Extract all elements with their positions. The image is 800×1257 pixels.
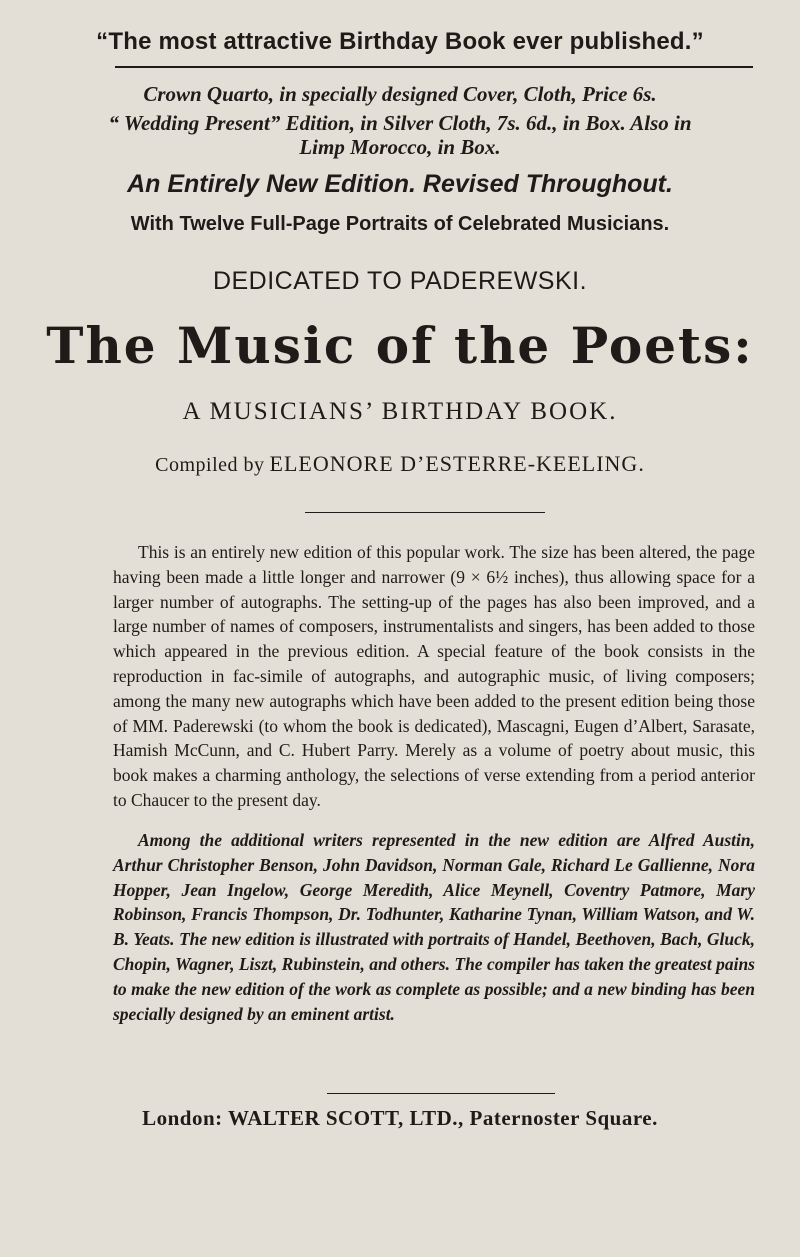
description-paragraph: This is an entirely new edition of this popular work. The size has been altered, the page having been made a little longer and narrower (9 × 6½ inches), thus allowing space for a larger number of autographs. The setting-up of the pages has also been improved, and a large number of names of composers, instrumentalists and singers, has been added to those which appeared in the previous edition. A special feature of the book consists in the reproduction in fac-simile of autographs, and autographic music, of living composers; among the many new autographs which have been added to the present edition being those of MM. Paderewski (to whom the book is dedicated), Mascagni, Eugen d’Albert, Sarasate, Hamish McCunn, and C. Hubert Parry. Merely as a volume of poetry about music, this book makes a charming anthology, the selections of verse extending from a period anterior to Chaucer to the present day. <box>113 542 755 810</box>
dedication: DEDICATED TO PADEREWSKI. <box>212 267 588 295</box>
wedding-present-line: “ Wedding Present” Edition, in Silver Cloth, 7s. 6d., in Box. Also in <box>108 111 692 135</box>
writers-paragraph: Among the additional writers represented in the new edition are Alfred Austin, Arthur Christopher Benson, John Davidson, Norman Gale, Richard Le Gallienne, Nora Hopper, Jean Ingelow, George Meredith, Alice Meynell, Coventry Patmore, Mary Robinson, Francis Thompson, Dr. Todhunter, Katharine Tynan, William Watson, and W. B. Yeats. The new edition is illustrated with portraits of Handel, Beethoven, Bach, Gluck, Chopin, Wagner, Liszt, Rubinstein, and others. The compiler has taken the greatest pains to make the new edition of the work as complete as possible; and a new binding has been specially designed by an eminent artist. <box>113 830 755 1024</box>
portraits-line: With Twelve Full-Page Portraits of Celebrated Musicians. <box>130 213 670 235</box>
new-edition-line: An Entirely New Edition. Revised Throughout. <box>127 170 673 198</box>
compiled-by-prefix: Compiled by <box>155 454 265 476</box>
divider-top <box>305 512 545 513</box>
divider-bottom <box>327 1093 555 1094</box>
book-subtitle: A MUSICIANS’ BIRTHDAY BOOK. <box>182 398 618 425</box>
limp-morocco-line: Limp Morocco, in Box. <box>299 135 501 159</box>
headline-underline <box>115 66 753 68</box>
compiled-by-line <box>0 451 800 477</box>
crown-quarto-line: Crown Quarto, in specially designed Cover, Cloth, Price 6s. <box>143 82 657 106</box>
compiler-name: ELEONORE D’ESTERRE-KEELING. <box>269 451 645 476</box>
book-title: The Music of the Poets: <box>46 316 754 375</box>
publisher-footer: London: WALTER SCOTT, LTD., Paternoster Square. <box>142 1106 658 1130</box>
headline: “The most attractive Birthday Book ever published.” <box>96 28 704 55</box>
